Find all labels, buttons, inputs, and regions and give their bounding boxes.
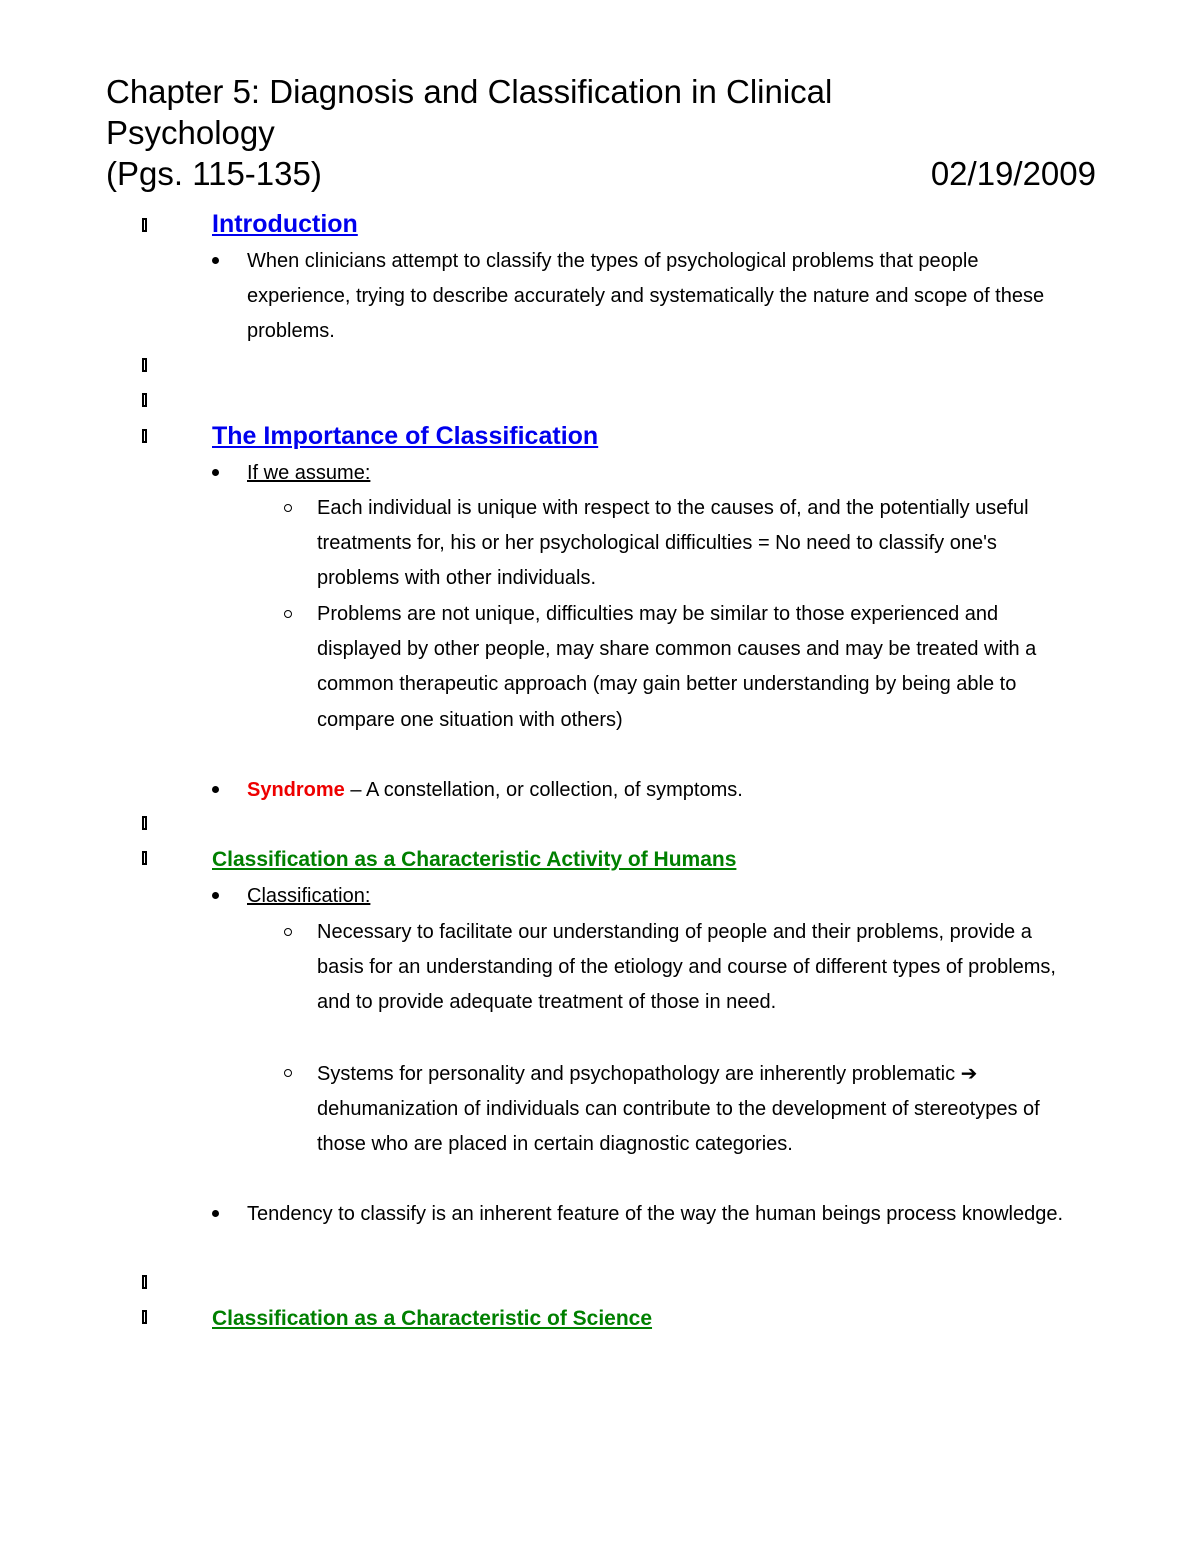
title-row-pages-date bbox=[106, 153, 1096, 194]
bullet-icon bbox=[212, 469, 219, 476]
importance-bullet-2 bbox=[247, 773, 1067, 808]
importance-sub-2: Problems are not unique, difficulties may be similar to those experienced and displayed by other people, may share common causes and may be treated with a common therapeutic approach (may gain better understanding by being able to compare one situation with others) bbox=[317, 603, 1037, 731]
page-range: (Pgs. 115-135) bbox=[106, 155, 322, 192]
heading-humans: Classification as a Characteristic Activity of Humans bbox=[212, 848, 737, 871]
right-arrow-icon: ➔ bbox=[960, 1061, 978, 1085]
bullet-icon bbox=[212, 892, 219, 899]
humans-bullet-2: Tendency to classify is an inherent feature of the way the human beings process knowledge. bbox=[247, 1203, 1064, 1225]
importance-bullet-1-text: If we assume: bbox=[247, 462, 371, 484]
outline-marker-icon bbox=[140, 1274, 152, 1292]
importance-bullet-1 bbox=[247, 456, 1067, 491]
bullet-icon bbox=[212, 786, 219, 793]
sub-bullet-icon bbox=[284, 504, 292, 512]
humans-sub-2-part-a: Systems for personality and psychopathology are inherently problematic bbox=[317, 1063, 961, 1085]
humans-bullet-1-text: Classification: bbox=[247, 885, 371, 907]
heading-introduction: Introduction bbox=[212, 210, 358, 238]
humans-sub-1: Necessary to facilitate our understanding of people and their problems, provide a basis for an understanding of the etiology and course of different types of problems, and to provide adequate treatment of those in need. bbox=[317, 921, 1056, 1014]
title-line-2: Psychology bbox=[106, 114, 275, 151]
outline-marker-icon bbox=[140, 815, 152, 833]
page-title bbox=[106, 71, 1096, 194]
syndrome-term: Syndrome bbox=[247, 779, 345, 801]
heading-importance: The Importance of Classification bbox=[212, 422, 599, 450]
heading-science: Classification as a Characteristic of Science bbox=[212, 1307, 653, 1330]
outline-marker-icon bbox=[140, 357, 152, 375]
syndrome-definition: – A constellation, or collection, of symptoms. bbox=[344, 779, 743, 801]
sub-bullet-icon bbox=[284, 610, 292, 618]
humans-sub-2-part-b: dehumanization of individuals can contribute to the development of stereotypes of those who are placed in certain diagnostic categories. bbox=[317, 1098, 1040, 1156]
outline-marker-icon bbox=[140, 428, 152, 446]
outline-marker-icon bbox=[140, 850, 152, 868]
intro-bullet-1: When clinicians attempt to classify the types of psychological problems that people experience, trying to describe accurately and systematically the nature and scope of these problems. bbox=[247, 250, 1045, 343]
humans-bullet-1 bbox=[247, 879, 1067, 914]
document-date: 02/19/2009 bbox=[930, 155, 1096, 192]
importance-sub-1: Each individual is unique with respect to the causes of, and the potentially useful treatments for, his or her psychological difficulties = No need to classify one's problems with other individuals. bbox=[317, 497, 1029, 590]
outline-marker-icon bbox=[140, 392, 152, 410]
sub-bullet-icon bbox=[284, 1069, 292, 1077]
bullet-icon bbox=[212, 1210, 219, 1217]
humans-sub-2 bbox=[317, 1056, 1067, 1163]
bullet-icon bbox=[212, 257, 219, 264]
outline-marker-icon bbox=[140, 1309, 152, 1327]
title-line-1: Chapter 5: Diagnosis and Classification in Clinical bbox=[106, 73, 833, 110]
sub-bullet-icon bbox=[284, 928, 292, 936]
outline-marker-icon bbox=[140, 217, 152, 235]
